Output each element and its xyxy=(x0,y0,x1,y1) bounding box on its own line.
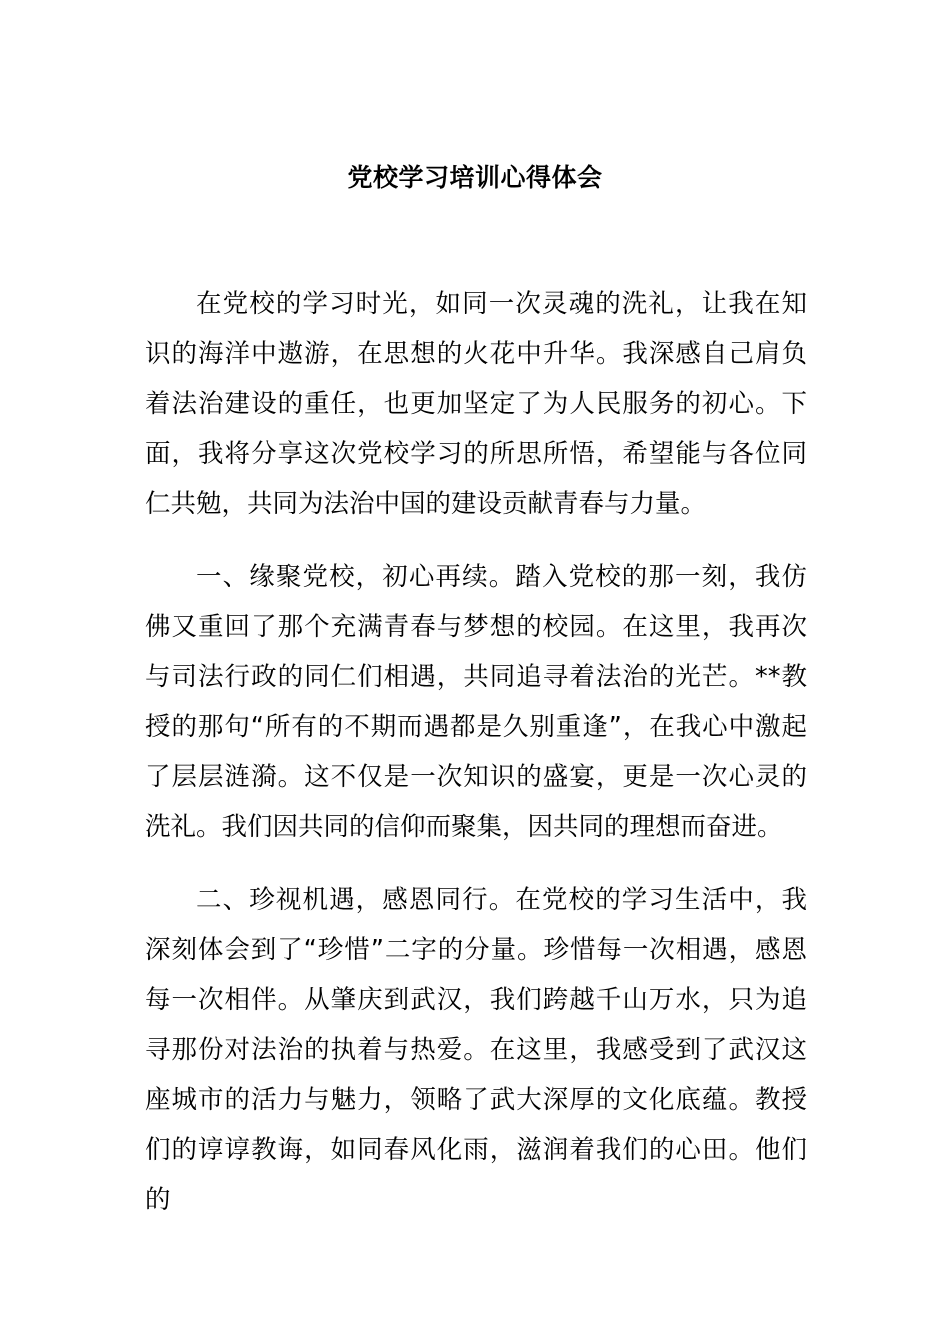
paragraph-intro: 在党校的学习时光，如同一次灵魂的洗礼，让我在知识的海洋中遨游，在思想的火花中升华。我深感自己肩负着法治建设的重任，也更加坚定了为人民服务的初心。下面，我将分享这次党校学习的所思所悟，希望能与各位同仁共勉，共同为法治中国的建设贡献青春与力量。 xyxy=(145,289,807,519)
document-title: 党校学习培训心得体会 xyxy=(347,163,603,192)
paragraph-section-one: 一、缘聚党校，初心再续。踏入党校的那一刻，我仿佛又重回了那个充满青春与梦想的校园。在这里，我再次与司法行政的同仁们相遇，共同追寻着法治的光芒。**教授的那句“所有的不期而遇都是久别重逢”，在我心中激起了层层涟漪。这不仅是一次知识的盛宴，更是一次心灵的洗礼。我们因共同的信仰而聚集，因共同的理想而奋进。 xyxy=(145,562,807,842)
paragraph-section-two: 二、珍视机遇，感恩同行。在党校的学习生活中，我深刻体会到了“珍惜”二字的分量。珍惜每一次相遇，感恩每一次相伴。从肇庆到武汉，我们跨越千山万水，只为追寻那份对法治的执着与热爱。在这里，我感受到了武汉这座城市的活力与魅力，领略了武大深厚的文化底蕴。教授们的谆谆教诲，如同春风化雨，滋润着我们的心田。他们的 xyxy=(145,885,807,1215)
